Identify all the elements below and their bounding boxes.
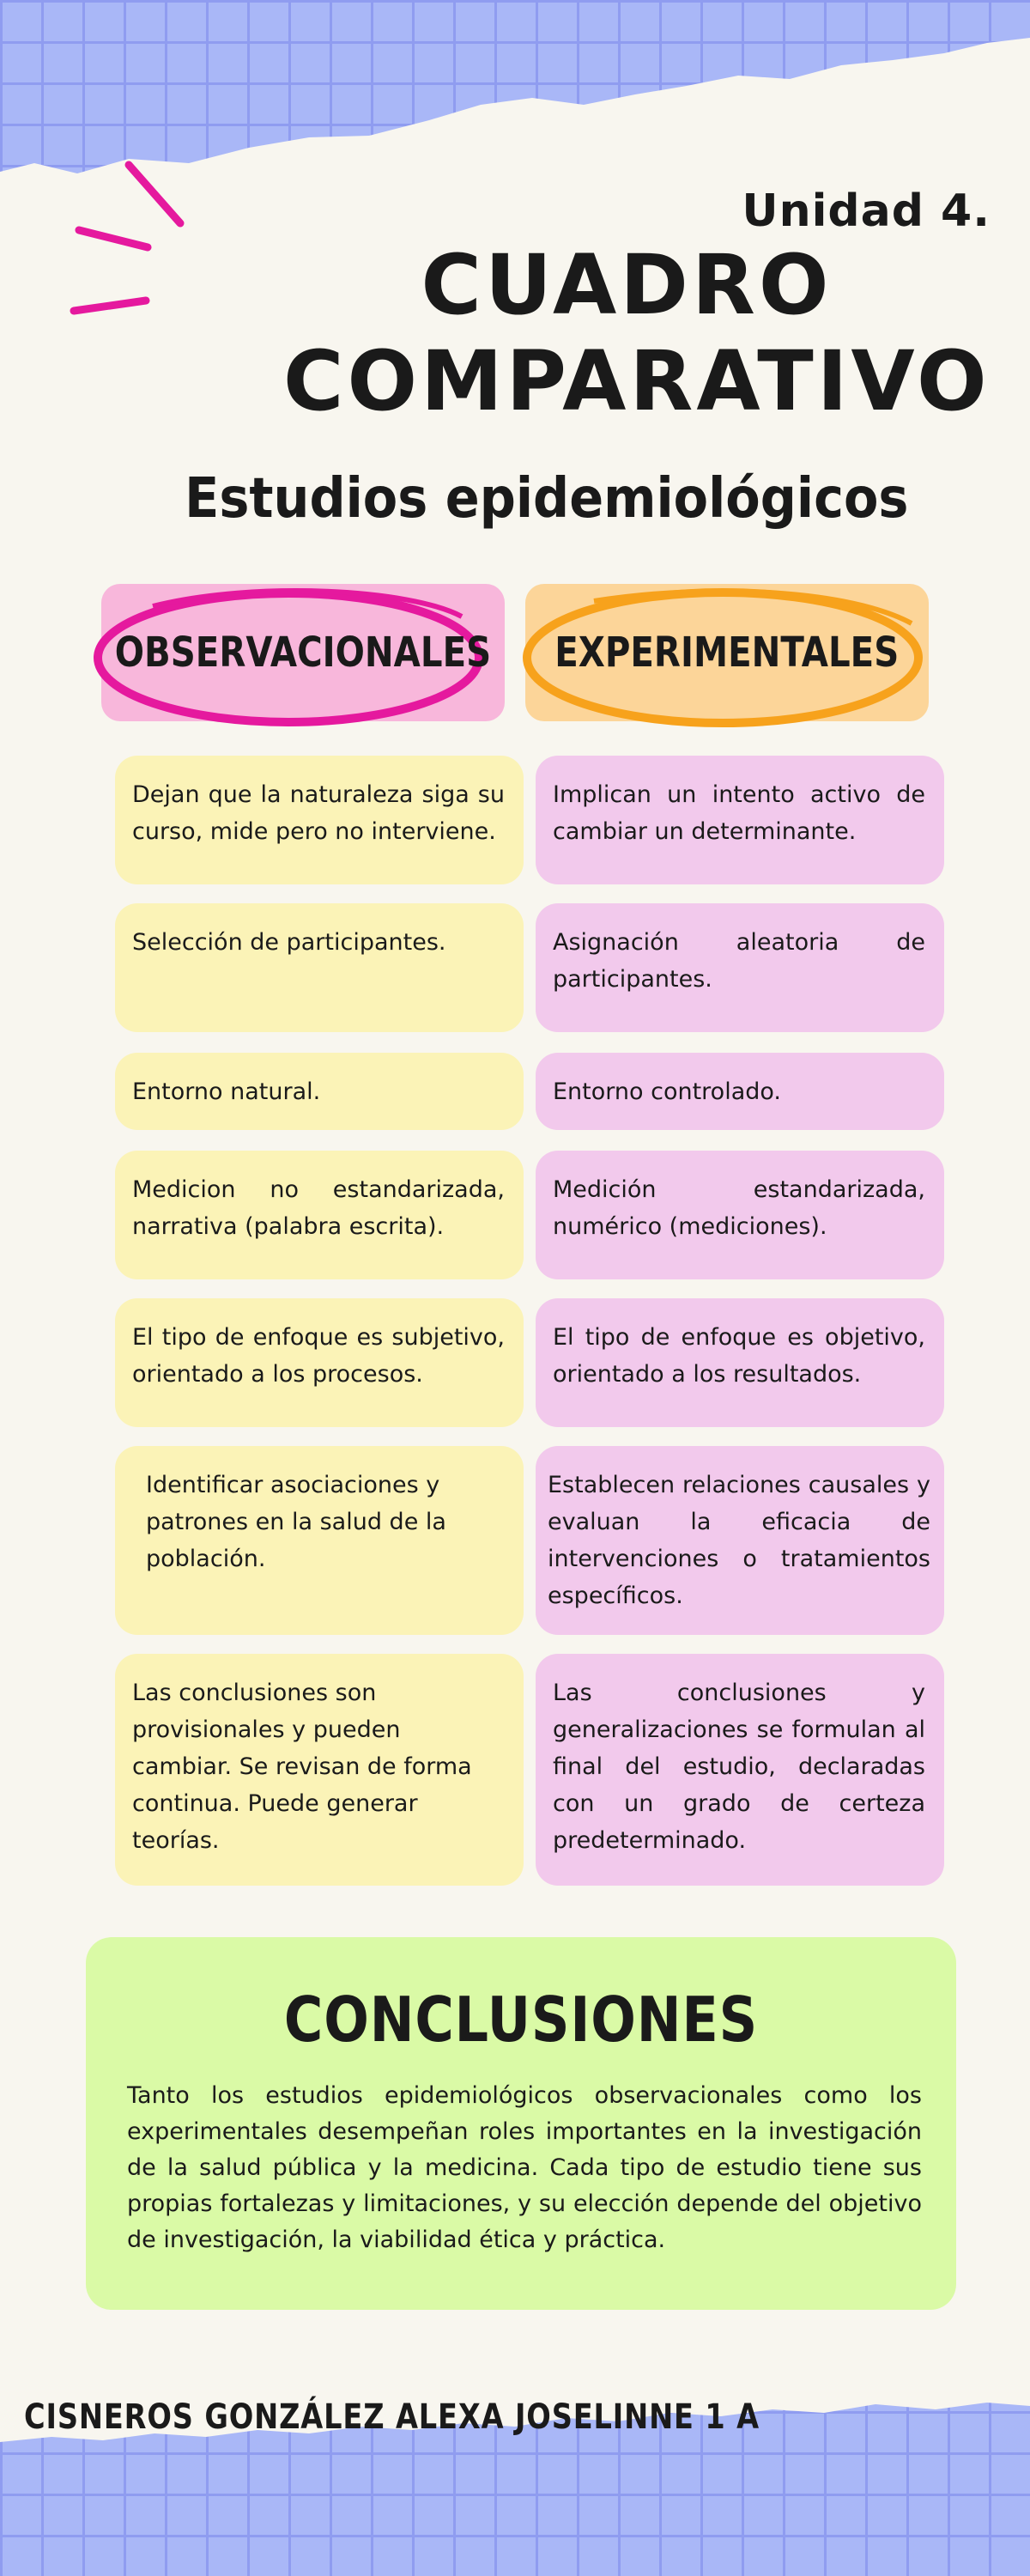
observational-cell-5 (115, 1298, 524, 1427)
experimental-text-2: Asignación aleatoria de participantes. (553, 929, 925, 993)
observational-text-6: Identificar asociaciones y patrones en la salud de la población. (146, 1472, 446, 1572)
observational-cell-3 (115, 1053, 524, 1130)
experimental-header-label: EXPERIMENTALES (554, 629, 900, 677)
observational-text-4: Medicion no estandarizada, narrativa (palabra escrita). (132, 1176, 505, 1240)
observational-cell-7 (115, 1654, 524, 1886)
author-name: CISNEROS GONZÁLEZ ALEXA JOSELINNE 1 A (24, 2397, 760, 2437)
title-line-2: COMPARATIVO (283, 333, 991, 429)
experimental-cell-3 (536, 1053, 944, 1130)
experimental-cell-7 (536, 1654, 944, 1886)
experimental-cell-1 (536, 756, 944, 884)
experimental-text-7: Las conclusiones y generalizaciones se formulan al final del estudio, declaradas con un grado de certeza predeterminado. (553, 1680, 925, 1854)
unit-label: Unidad 4. (742, 185, 991, 237)
title-line-1: CUADRO (421, 237, 833, 333)
observational-cell-6 (115, 1446, 524, 1635)
experimental-text-3: Entorno controlado. (553, 1078, 782, 1105)
observational-cell-2 (115, 903, 524, 1032)
observational-text-5: El tipo de enfoque es subjetivo, orientado a los procesos. (132, 1324, 505, 1388)
observational-text-3: Entorno natural. (132, 1078, 321, 1105)
experimental-text-5: El tipo de enfoque es objetivo, orientado a los resultados. (553, 1324, 925, 1388)
experimental-text-6: Establecen relaciones causales y evaluan la eficacia de intervenciones o tratamientos específicos. (548, 1472, 930, 1609)
experimental-cell-2 (536, 903, 944, 1032)
observational-cell-4 (115, 1151, 524, 1279)
observational-text-2: Selección de participantes. (132, 929, 446, 956)
observational-text-7: Las conclusiones son provisionales y pueden cambiar. Se revisan de forma continua. Puede generar teorías. (132, 1680, 472, 1854)
page-title (283, 237, 991, 429)
experimental-cell-6 (536, 1446, 944, 1635)
observational-text-1: Dejan que la naturaleza siga su curso, mide pero no interviene. (132, 781, 505, 845)
experimental-cell-5 (536, 1298, 944, 1427)
page-subtitle: Estudios epidemiológicos (185, 467, 909, 531)
conclusion-title: CONCLUSIONES (283, 1984, 759, 2056)
experimental-header (525, 584, 929, 721)
conclusion-box (86, 1937, 956, 2310)
experimental-cell-4 (536, 1151, 944, 1279)
sparkle-strokes-icon (69, 155, 197, 326)
observational-header (101, 584, 505, 721)
observational-header-label: OBSERVACIONALES (114, 629, 492, 677)
experimental-text-1: Implican un intento activo de cambiar un determinante. (553, 781, 925, 845)
conclusion-text: Tanto los estudios epidemiológicos observacionales como los experimentales desempeñan roles importantes en la investigación de la salud pública y la medicina. Cada tipo de estudio tiene sus propias fortalezas y limitaciones, y su elección depende del objetivo de investigación, la viabilidad ética y práctica. (127, 2082, 922, 2253)
observational-cell-1 (115, 756, 524, 884)
experimental-text-4: Medición estandarizada, numérico (mediciones). (553, 1176, 925, 1240)
